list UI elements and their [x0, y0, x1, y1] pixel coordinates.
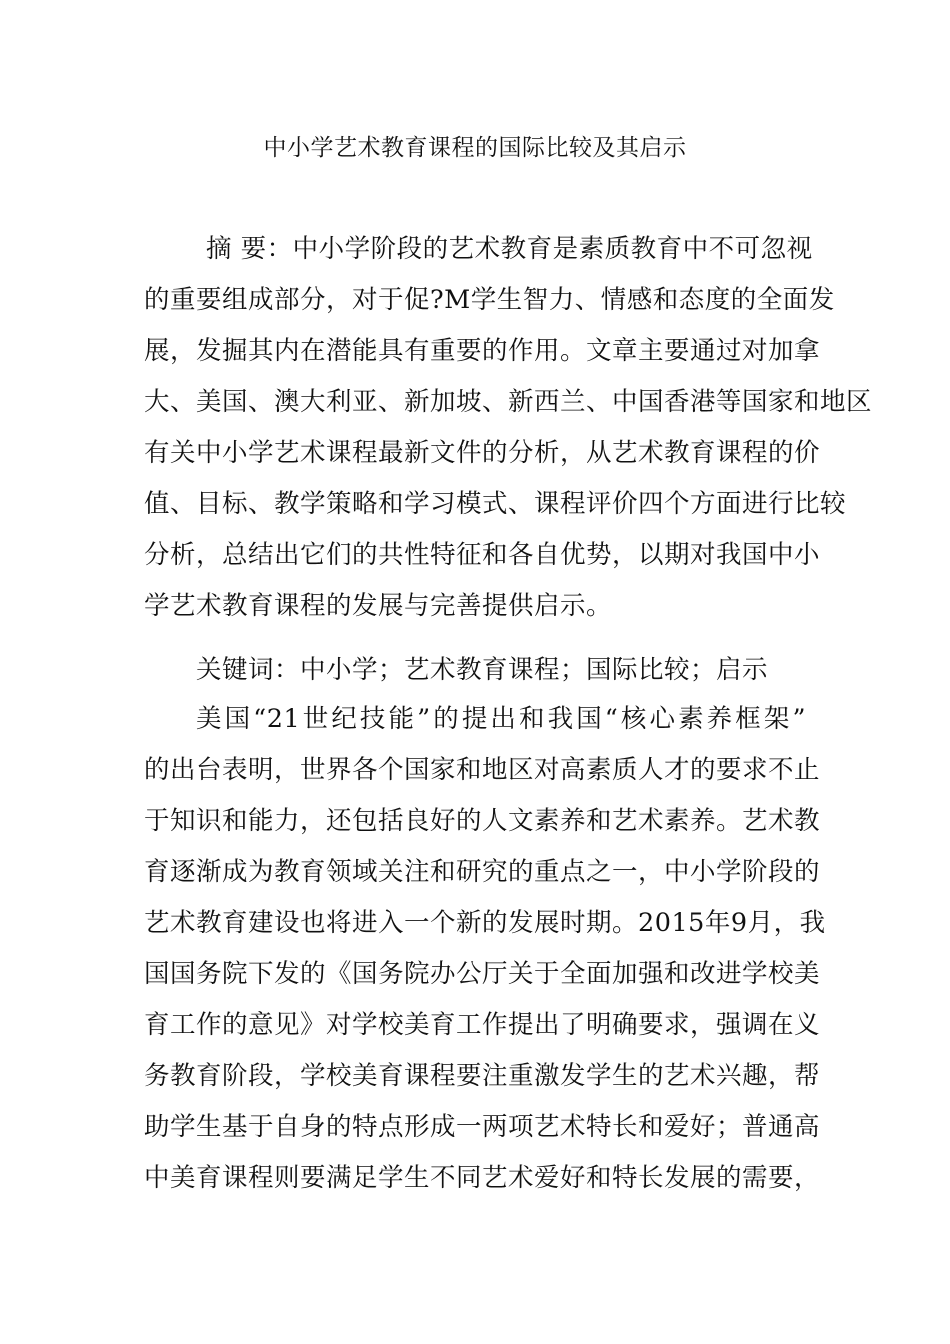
abstract-line: 的重要组成部分，对于促?M学生智力、情感和态度的全面发 [144, 285, 835, 315]
abstract-line: 有关中小学艺术课程最新文件的分析，从艺术教育课程的价 [144, 438, 821, 468]
body-line: 的出台表明，世界各个国家和地区对高素质人才的要求不止 [144, 755, 821, 785]
abstract-line: 分析，总结出它们的共性特征和各自优势，以期对我国中小 [144, 540, 821, 570]
body-line: 美国“21世纪技能”的提出和我国“核心素养框架” [196, 704, 806, 734]
keywords-paragraph [144, 645, 806, 696]
keywords-line: 关键词：中小学；艺术教育课程；国际比较；启示 [196, 655, 769, 685]
body-line: 于知识和能力，还包括良好的人文素养和艺术素养。艺术教 [144, 806, 821, 836]
body-line: 务教育阶段，学校美育课程要注重激发学生的艺术兴趣，帮 [144, 1061, 821, 1091]
body-line: 国国务院下发的《国务院办公厅关于全面加强和改进学校美 [144, 959, 821, 989]
abstract-line: 展，发掘其内在潜能具有重要的作用。文章主要通过对加拿 [144, 336, 821, 366]
abstract-paragraph [144, 224, 873, 632]
body-line: 育工作的意见》对学校美育工作提出了明确要求，强调在义 [144, 1010, 821, 1040]
abstract-line: 学艺术教育课程的发展与完善提供启示。 [144, 591, 613, 621]
abstract-line: 值、目标、教学策略和学习模式、课程评价四个方面进行比较 [144, 489, 847, 519]
body-line: 育逐渐成为教育领域关注和研究的重点之一，中小学阶段的 [144, 857, 821, 887]
body-line: 助学生基于自身的特点形成一两项艺术特长和爱好；普通高 [144, 1112, 821, 1142]
abstract-line: 大、美国、澳大利亚、新加坡、新西兰、中国香港等国家和地区 [144, 387, 873, 417]
body-line: 艺术教育建设也将进入一个新的发展时期。2015年9月，我 [144, 908, 826, 938]
body-paragraph [144, 694, 826, 1204]
abstract-line: 摘 要：中小学阶段的艺术教育是素质教育中不可忽视 [206, 234, 813, 264]
document-title: 中小学艺术教育课程的国际比较及其启示 [263, 135, 687, 161]
body-line: 中美育课程则要满足学生不同艺术爱好和特长发展的需要， [144, 1163, 821, 1193]
